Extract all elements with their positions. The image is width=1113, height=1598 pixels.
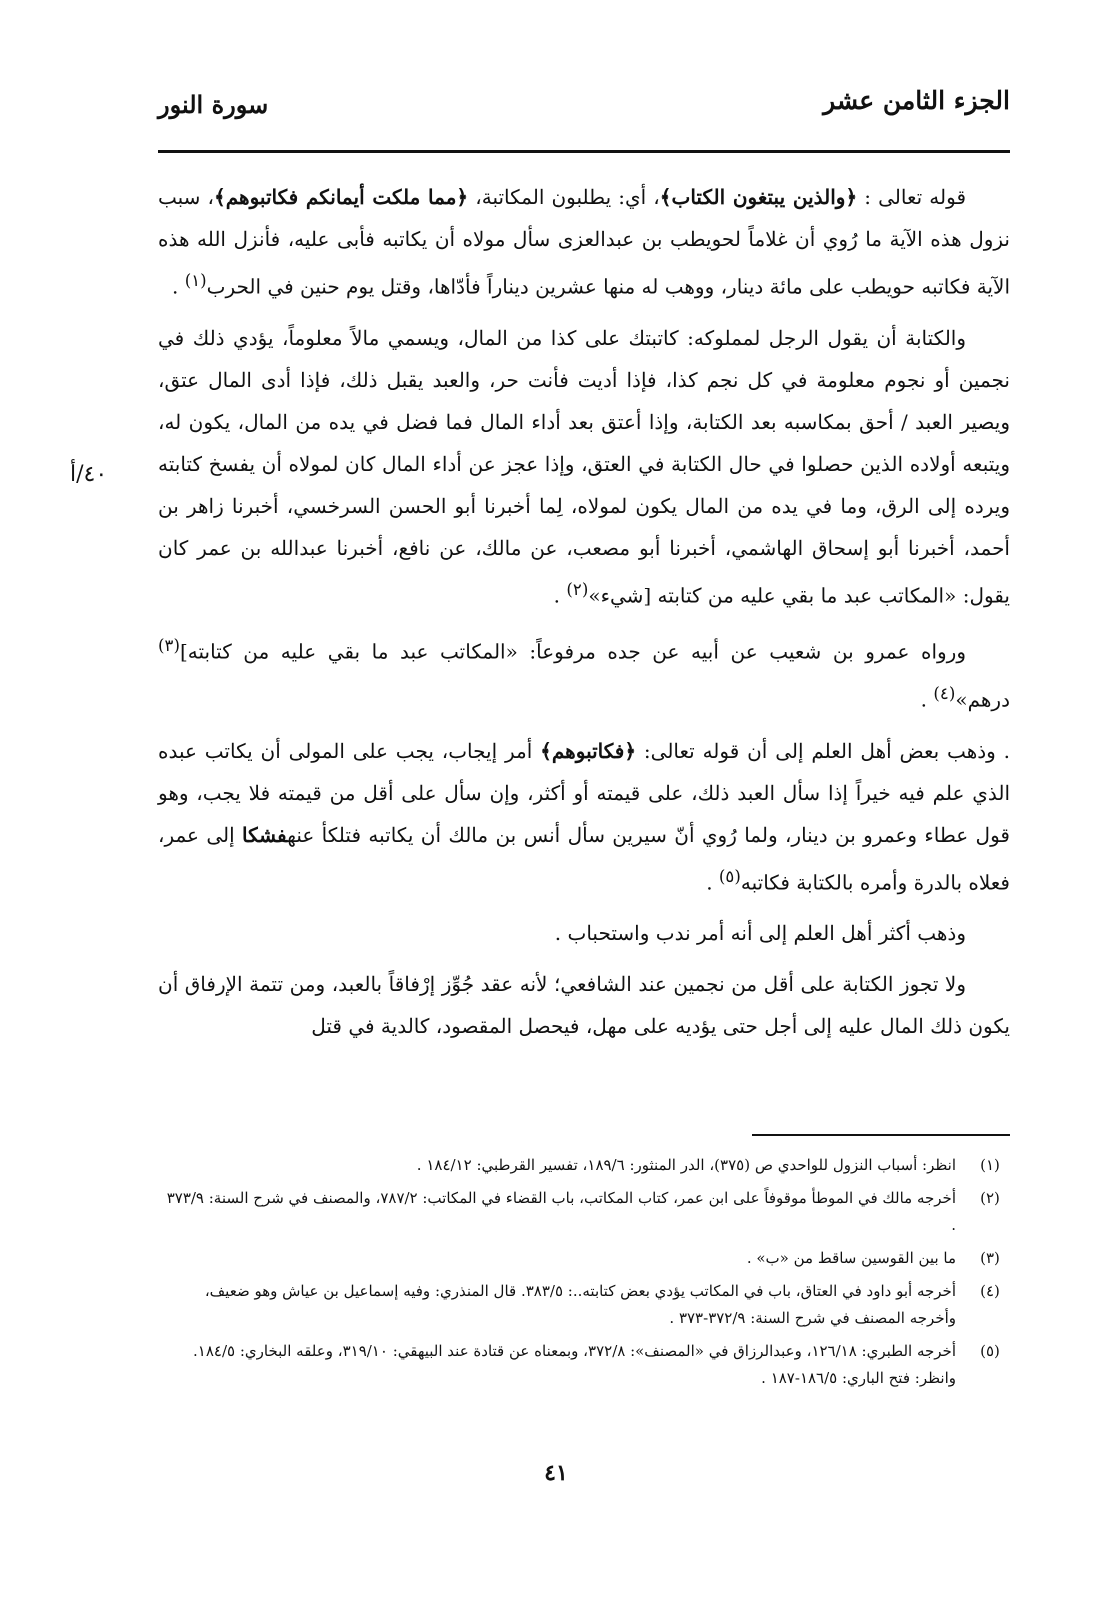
surah-title: سورة النور: [158, 90, 269, 119]
text-run: إلى عمر، فعلاه بالدرة وأمره بالكتابة فكاتبه: [158, 822, 1010, 895]
footnote: [158, 1338, 1010, 1392]
text-run: .: [553, 583, 567, 608]
quran-quote: ﴿مما ملكت أيمانكم فكاتبوهم﴾: [214, 185, 469, 209]
text-run: .: [706, 870, 719, 895]
quran-quote: ﴿والذين يبتغون الكتاب﴾: [659, 185, 858, 209]
footnote-ref: (٥): [718, 866, 741, 886]
paragraph: [158, 317, 1010, 617]
footnote-number: (٥): [980, 1342, 1000, 1360]
text-run: .: [171, 274, 185, 299]
footnote-number: (٤): [980, 1282, 1000, 1300]
footnotes: [158, 1152, 1010, 1398]
part-title: الجزء الثامن عشر: [823, 86, 1010, 115]
manuscript-folio-marker: ٤٠/أ: [70, 462, 108, 487]
text-run: .: [920, 687, 934, 712]
footnote-number: (٣): [980, 1249, 1000, 1267]
text-run: . وذهب بعض أهل العلم إلى أن قوله تعالى:: [636, 738, 1011, 763]
page-number: ٤١: [544, 1460, 568, 1486]
paragraph: [158, 730, 1010, 904]
text-run: وذهب أكثر أهل العلم إلى أنه أمر ندب واستحباب .: [554, 921, 966, 946]
footnote-text: ما بين القوسين ساقط من «ب» .: [746, 1249, 956, 1267]
text-run: ، أي: يطلبون المكاتبة،: [468, 185, 660, 209]
footnote-text: أخرجه مالك في الموطأ موقوفاً على ابن عمر، كتاب المكاتب، باب القضاء في المكاتب: ٧٨٧/٢، والمصنف في شرح السنة: ٣٧٣/٩ .: [166, 1189, 956, 1234]
paragraph: [158, 176, 1010, 308]
footnote-ref: (٢): [566, 579, 589, 599]
footnote: [158, 1278, 1010, 1332]
quran-quote: فشكا: [242, 822, 288, 847]
footnote-ref: (٣): [158, 636, 180, 656]
text-run: والكتابة أن يقول الرجل لمملوكه: كاتبتك على كذا من المال، ويسمي مالاً معلوماً، يؤدي ذلك في نجمين أو نجوم معلومة في كل نجم كذا، فإذا أديت فأنت حر، والعبد يقبل ذلك، فإذا أدى المال عتق، ويصير العبد / أحق بمكاسبه بعد الكتابة، وإذا أعتق بعد أداء المال فما فضل في يده من المال، يكون له، ويتبعه أولاده الذين حصلوا في حال الكتابة في العتق، وإذا عجز عن أداء المال كان لمولاه أن يفسخ كتابته ويرده إلى الرق، وما في يده من المال يكون لمولاه، لِما أخبرنا أبو الحسن السرخسي، أخبرنا زاهر بن أحمد، أخبرنا أبو إسحاق الهاشمي، أخبرنا أبو مصعب، عن مالك، عن نافع، أخبرنا عبدالله بن عمر كان يقول: «المكاتب عبد ما بقي عليه من كتابته [شيء»: [158, 325, 1011, 608]
footnote-ref: (١): [184, 271, 207, 290]
paragraph: [158, 912, 1010, 954]
paragraph: [158, 625, 1010, 720]
text-run: ورواه عمرو بن شعيب عن أبيه عن جده مرفوعاً: «المكاتب عبد ما بقي عليه من كتابته]: [179, 639, 966, 664]
footnote-number: (٢): [980, 1189, 1000, 1207]
footnote-text: انظر: أسباب النزول للواحدي ص (٣٧٥)، الدر المنثور: ١٨٩/٦، تفسير القرطبي: ١٨٤/١٢ .: [416, 1156, 956, 1174]
footnote: [158, 1245, 1010, 1272]
running-head: [158, 86, 1010, 136]
text-run: ولا تجوز الكتابة على أقل من نجمين عند الشافعي؛ لأنه عقد جُوِّز إرْفاقاً بالعبد، ومن تتمة الإرفاق أن يكون ذلك المال عليه إلى أجل حتى يؤديه على مهل، فيحصل المقصود، كالدية في قتل: [158, 972, 1010, 1039]
quran-quote: ﴿فكاتبوهم﴾: [540, 738, 637, 763]
text-run: درهم»: [955, 687, 1010, 712]
footnote-divider: [752, 1134, 1010, 1136]
footnote-ref: (٤): [933, 683, 956, 703]
footnote: [158, 1185, 1010, 1239]
main-text: [158, 176, 1010, 1056]
text-run: ، سبب نزول هذه الآية ما رُوي أن غلاماً لحويطب بن عبدالعزى سأل مولاه أن يكاتبه فأبى عليه، فأنزل الله هذه الآية فكاتبه حويطب على مائة دينار، ووهب له منها عشرين ديناراً فأدّاها، وقتل يوم حنين في الحرب: [158, 185, 1010, 299]
text-run: قوله تعالى :: [857, 185, 967, 209]
footnote-text: أخرجه أبو داود في العتاق، باب في المكاتب يؤدي بعض كتابته..: ٣٨٣/٥. قال المنذري: وفيه إسماعيل بن عياش وهو ضعيف، وأخرجه المصنف في شرح السنة: ٣٧٢/٩-٣٧٣ .: [204, 1282, 956, 1327]
footnote-number: (١): [980, 1156, 1000, 1174]
footnote: [158, 1152, 1010, 1179]
text-run: أمر إيجاب، يجب على المولى أن يكاتب عبده الذي علم فيه خيراً إذا سأل العبد ذلك، على قيمته أو أكثر، وإن سأل على أقل من قيمته فلا يجب، وهو قول عطاء وعمرو بن دينار، ولما رُوي أنّ سيرين سأل أنس بن مالك أن يكاتبه فتلكأ عنه: [158, 738, 1010, 847]
paragraph: [158, 963, 1010, 1047]
header-divider: [158, 150, 1010, 153]
footnote-text: أخرجه الطبري: ١٢٦/١٨، وعبدالرزاق في «المصنف»: ٣٧٢/٨، وبمعناه عن قتادة عند البيهقي: ٣١٩/١٠، وعلقه البخاري: ١٨٤/٥. وانظر: فتح الباري: ١٨٦/٥-١٨٧ .: [193, 1342, 956, 1387]
